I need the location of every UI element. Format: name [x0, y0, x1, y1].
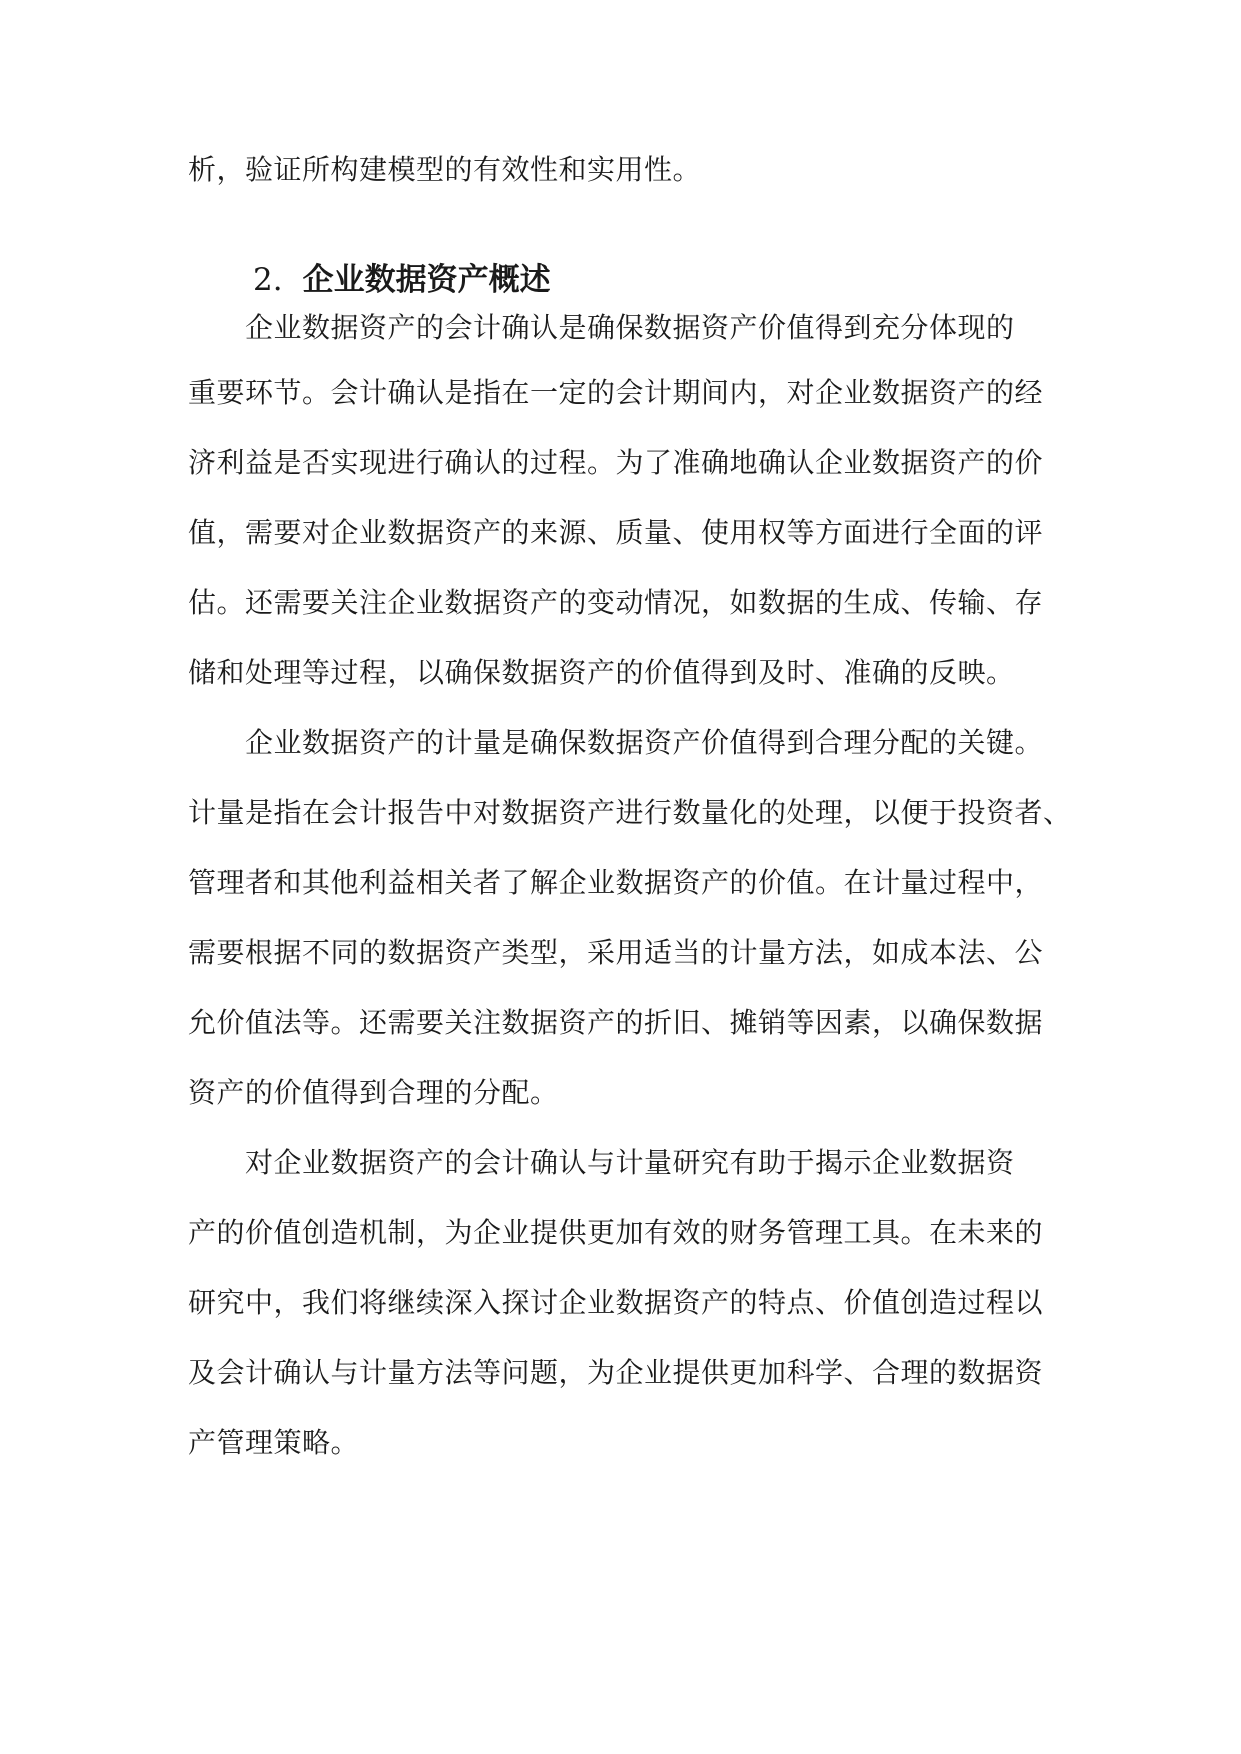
section-heading	[253, 258, 551, 302]
paragraph-line: 允价值法等。还需要关注数据资产的折旧、摊销等因素，以确保数据	[188, 1006, 1044, 1039]
paragraph-line: 值，需要对企业数据资产的来源、质量、使用权等方面进行全面的评	[188, 516, 1044, 549]
section-title: 企业数据资产概述	[302, 262, 551, 298]
paragraph-line: 企业数据资产的会计确认是确保数据资产价值得到充分体现的	[245, 311, 1015, 344]
paragraph-line: 资产的价值得到合理的分配。	[188, 1076, 559, 1109]
paragraph-line: 济利益是否实现进行确认的过程。为了准确地确认企业数据资产的价	[188, 446, 1044, 479]
paragraph-line: 管理者和其他利益相关者了解企业数据资产的价值。在计量过程中，	[188, 866, 1044, 899]
paragraph-line: 产的价值创造机制，为企业提供更加有效的财务管理工具。在未来的	[188, 1216, 1044, 1249]
paragraph-line: 产管理策略。	[188, 1426, 360, 1459]
paragraph-line: 储和处理等过程，以确保数据资产的价值得到及时、准确的反映。	[188, 656, 1015, 689]
paragraph-line: 估。还需要关注企业数据资产的变动情况，如数据的生成、传输、存	[188, 586, 1044, 619]
paragraph-line: 对企业数据资产的会计确认与计量研究有助于揭示企业数据资	[245, 1146, 1015, 1179]
paragraph-line: 析，验证所构建模型的有效性和实用性。	[188, 153, 702, 186]
section-number: 2.	[253, 262, 283, 298]
paragraph-line: 需要根据不同的数据资产类型，采用适当的计量方法，如成本法、公	[188, 936, 1044, 969]
paragraph-line: 研究中，我们将继续深入探讨企业数据资产的特点、价值创造过程以	[188, 1286, 1044, 1319]
paragraph-line: 计量是指在会计报告中对数据资产进行数量化的处理，以便于投资者、	[188, 796, 1072, 829]
paragraph-line: 重要环节。会计确认是指在一定的会计期间内，对企业数据资产的经	[188, 376, 1044, 409]
paragraph-line: 企业数据资产的计量是确保数据资产价值得到合理分配的关键。	[245, 726, 1044, 759]
paragraph-line: 及会计确认与计量方法等问题，为企业提供更加科学、合理的数据资	[188, 1356, 1044, 1389]
